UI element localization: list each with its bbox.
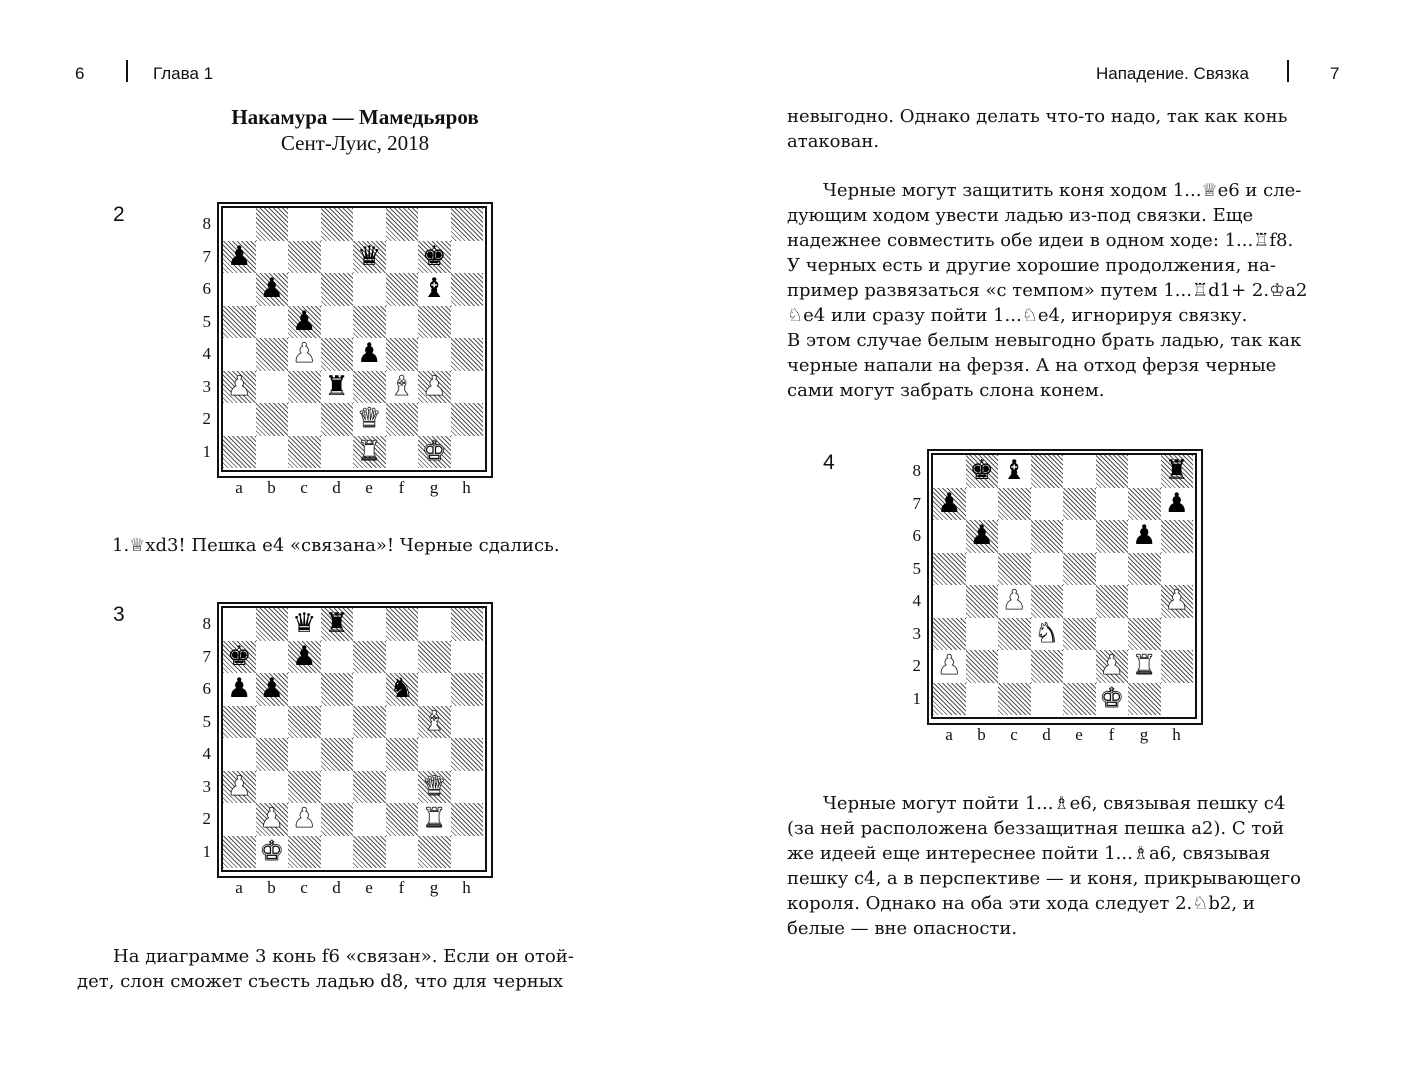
board-square xyxy=(386,241,419,274)
board-square xyxy=(288,836,321,869)
text-line: пешку c4, а в перспективе — и коня, прикрывающего xyxy=(787,868,1301,889)
board-square xyxy=(223,706,256,739)
board-square xyxy=(418,836,451,869)
diagram-2-number: 2 xyxy=(113,203,125,226)
black-pawn-icon: ♟ xyxy=(357,338,382,369)
left-page-number: 6 xyxy=(75,64,85,83)
white-pawn-icon: ♟ xyxy=(1164,585,1189,616)
file-label: h xyxy=(1172,725,1181,744)
board-square xyxy=(223,436,256,469)
board-square xyxy=(353,771,386,804)
board-square xyxy=(1096,455,1129,488)
paragraph-right-middle xyxy=(787,178,1341,403)
board-square xyxy=(256,771,289,804)
black-knight-icon: ♞ xyxy=(389,673,414,704)
paragraph-right-bottom xyxy=(787,791,1341,941)
board-square xyxy=(386,608,419,641)
board-square xyxy=(1128,683,1161,716)
file-label: d xyxy=(1042,725,1051,744)
board-square xyxy=(1128,455,1161,488)
board-square xyxy=(386,836,419,869)
rank-label: 2 xyxy=(202,809,211,828)
rank-label: 4 xyxy=(202,744,211,763)
board-square xyxy=(451,371,484,404)
board-square xyxy=(1096,553,1129,586)
board-square xyxy=(998,488,1031,521)
black-pawn-icon: ♟ xyxy=(227,240,252,272)
file-label: b xyxy=(267,478,276,497)
board-square xyxy=(386,771,419,804)
black-queen-icon: ♛ xyxy=(292,608,317,639)
left-header-divider xyxy=(126,60,128,82)
board-square xyxy=(353,608,386,641)
board-square xyxy=(1031,488,1064,521)
board-square xyxy=(321,706,354,739)
text-line: надежнее совместить обе идеи в одном ходе: 1...♖f8. xyxy=(787,230,1294,251)
board-square xyxy=(223,338,256,371)
board-square xyxy=(1128,585,1161,618)
board-square xyxy=(451,306,484,339)
board-square xyxy=(321,208,354,241)
board-square xyxy=(418,338,451,371)
black-pawn-icon: ♟ xyxy=(937,487,962,519)
paragraph-right-top xyxy=(787,104,1341,154)
text-line: У черных есть и другие хорошие продолжения, на- xyxy=(787,255,1276,276)
board-square xyxy=(256,403,289,436)
black-pawn-icon: ♟ xyxy=(259,273,284,304)
board-square xyxy=(418,673,451,706)
file-label: e xyxy=(1075,725,1083,744)
text-line: Черные могут пойти 1...♗e6, связывая пешку c4 xyxy=(823,793,1286,814)
board-square xyxy=(1128,553,1161,586)
board-square xyxy=(933,618,966,651)
rank-label: 1 xyxy=(202,841,211,861)
board-square xyxy=(353,641,386,674)
board-square xyxy=(933,683,966,716)
board-square xyxy=(321,436,354,469)
black-rook-icon: ♜ xyxy=(324,370,349,402)
chess-board-diagram-3 xyxy=(217,602,493,878)
board-square xyxy=(1063,683,1096,716)
board-square xyxy=(256,738,289,771)
black-pawn-icon: ♟ xyxy=(292,305,317,337)
text-line: черные напали на ферзя. А на отход ферзя черные xyxy=(787,355,1277,376)
board-square xyxy=(966,683,999,716)
black-pawn-icon: ♟ xyxy=(227,673,252,704)
board-square xyxy=(386,738,419,771)
text-line: дет, слон сможет съесть ладью d8, что для черных xyxy=(77,971,564,992)
file-label: h xyxy=(462,878,471,897)
board-square xyxy=(223,803,256,836)
board-square xyxy=(386,403,419,436)
black-pawn-icon: ♟ xyxy=(292,640,317,672)
board-square xyxy=(1096,585,1129,618)
board-square xyxy=(353,706,386,739)
board-square xyxy=(321,273,354,306)
board-square xyxy=(451,403,484,436)
board-square xyxy=(451,641,484,674)
file-label: f xyxy=(398,878,405,897)
board-square xyxy=(418,738,451,771)
white-pawn-icon: ♟ xyxy=(227,370,252,402)
board-square xyxy=(451,208,484,241)
right-header-divider xyxy=(1287,60,1289,82)
white-king-icon: ♚ xyxy=(259,835,284,867)
black-pawn-icon: ♟ xyxy=(1164,487,1189,519)
white-knight-icon: ♞ xyxy=(1034,617,1059,649)
board-square xyxy=(256,306,289,339)
chess-board-diagram-4 xyxy=(927,449,1203,725)
board-square xyxy=(998,650,1031,683)
white-king-icon: ♚ xyxy=(1099,682,1124,714)
board-square xyxy=(966,618,999,651)
board-square xyxy=(418,208,451,241)
text-line: пример развязаться «с темпом» путем 1...♖d1+ 2.♔a2 xyxy=(787,280,1308,301)
paragraph-after-diagram-3 xyxy=(77,944,630,994)
rank-label: 8 xyxy=(912,461,921,480)
white-pawn-icon: ♟ xyxy=(227,770,252,802)
text-line: короля. Однако на оба эти хода следует 2.♘b2, и xyxy=(787,893,1255,914)
board-square xyxy=(966,650,999,683)
board-square xyxy=(288,371,321,404)
board-square xyxy=(1063,520,1096,553)
board-square xyxy=(998,618,1031,651)
board-square xyxy=(1096,520,1129,553)
rank-label: 2 xyxy=(912,656,921,675)
file-label: c xyxy=(300,878,308,897)
board-square xyxy=(321,836,354,869)
file-label: a xyxy=(945,725,953,744)
board-square xyxy=(1031,553,1064,586)
board-square xyxy=(386,706,419,739)
white-pawn-icon: ♟ xyxy=(292,803,317,834)
board-square xyxy=(933,520,966,553)
board-square xyxy=(998,553,1031,586)
rank-label: 8 xyxy=(202,214,211,233)
diagram-3-number: 3 xyxy=(113,603,125,626)
board-square xyxy=(256,371,289,404)
rank-label: 6 xyxy=(912,526,921,545)
black-bishop-icon: ♝ xyxy=(1002,455,1027,486)
rank-label: 6 xyxy=(202,679,211,698)
text-line: дующим ходом увести ладью из-под связки. Еще xyxy=(787,205,1254,226)
rank-label: 3 xyxy=(912,623,921,643)
board-square xyxy=(321,338,354,371)
white-rook-icon: ♜ xyxy=(1132,650,1157,681)
rank-label: 3 xyxy=(202,376,211,396)
board-square xyxy=(223,208,256,241)
white-pawn-icon: ♟ xyxy=(937,650,962,681)
white-king-icon: ♚ xyxy=(422,435,447,467)
white-queen-icon: ♛ xyxy=(357,403,382,434)
board-square xyxy=(1063,618,1096,651)
rank-label: 4 xyxy=(202,344,211,363)
board-square xyxy=(288,673,321,706)
board-square xyxy=(353,738,386,771)
board-square xyxy=(933,553,966,586)
board-square xyxy=(256,641,289,674)
rank-label: 1 xyxy=(202,441,211,461)
board-square xyxy=(933,585,966,618)
rank-label: 2 xyxy=(202,409,211,428)
file-label: e xyxy=(365,478,373,497)
rank-label: 1 xyxy=(912,688,921,708)
board-square xyxy=(1063,585,1096,618)
board-square xyxy=(288,403,321,436)
board-square xyxy=(288,771,321,804)
game-players: Накамура — Мамедьяров xyxy=(231,105,479,129)
board-square xyxy=(966,553,999,586)
file-label: d xyxy=(332,478,341,497)
board-square xyxy=(451,803,484,836)
board-square xyxy=(1031,520,1064,553)
board-square xyxy=(451,241,484,274)
rank-label: 5 xyxy=(202,711,211,731)
board-square xyxy=(288,273,321,306)
black-king-icon: ♚ xyxy=(227,640,252,672)
board-square xyxy=(353,273,386,306)
board-square xyxy=(386,338,419,371)
black-rook-icon: ♜ xyxy=(324,608,349,639)
chess-board-diagram-2 xyxy=(217,202,493,478)
move-text-after-diagram-2: 1.♕xd3! Пешка e4 «связана»! Черные сдались. xyxy=(112,535,560,556)
diagram-4-number: 4 xyxy=(823,451,835,474)
board-square xyxy=(223,836,256,869)
board-square xyxy=(1031,585,1064,618)
rank-label: 8 xyxy=(202,614,211,633)
board-square xyxy=(321,306,354,339)
board-square xyxy=(256,208,289,241)
file-label: c xyxy=(1010,725,1018,744)
board-square xyxy=(223,273,256,306)
board-square xyxy=(1128,488,1161,521)
board-square xyxy=(1096,488,1129,521)
board-square xyxy=(353,673,386,706)
board-square xyxy=(223,306,256,339)
file-label: e xyxy=(365,878,373,897)
board-square xyxy=(1161,520,1194,553)
board-square xyxy=(966,585,999,618)
board-square xyxy=(418,608,451,641)
rank-label: 6 xyxy=(202,279,211,298)
right-page-number: 7 xyxy=(1330,64,1340,83)
board-square xyxy=(223,738,256,771)
board-square xyxy=(998,520,1031,553)
white-bishop-icon: ♝ xyxy=(389,370,414,402)
board-square xyxy=(353,803,386,836)
board-square xyxy=(1063,488,1096,521)
board-square xyxy=(321,241,354,274)
board-square xyxy=(1161,650,1194,683)
black-queen-icon: ♛ xyxy=(357,240,382,272)
board-square xyxy=(1031,455,1064,488)
text-line: На диаграмме 3 конь f6 «связан». Если он отой- xyxy=(113,946,574,967)
board-square xyxy=(386,803,419,836)
board-square xyxy=(386,306,419,339)
text-line: В этом случае белым невыгодно брать ладью, так как xyxy=(787,330,1302,351)
black-bishop-icon: ♝ xyxy=(422,273,447,304)
file-label: g xyxy=(429,878,439,897)
rank-label: 7 xyxy=(202,646,211,666)
white-pawn-icon: ♟ xyxy=(1002,585,1027,616)
board-square xyxy=(451,608,484,641)
text-line: (за ней расположена беззащитная пешка a2). С той xyxy=(787,818,1285,839)
white-queen-icon: ♛ xyxy=(422,770,447,802)
board-square xyxy=(321,771,354,804)
board-square xyxy=(451,673,484,706)
board-square xyxy=(451,436,484,469)
board-square xyxy=(288,436,321,469)
file-label: c xyxy=(300,478,308,497)
board-square xyxy=(386,436,419,469)
board-square xyxy=(256,338,289,371)
rank-label: 3 xyxy=(202,776,211,796)
board-square xyxy=(451,836,484,869)
file-label: a xyxy=(235,878,243,897)
board-square xyxy=(998,683,1031,716)
board-square xyxy=(451,338,484,371)
white-pawn-icon: ♟ xyxy=(422,370,447,402)
board-square xyxy=(966,488,999,521)
black-pawn-icon: ♟ xyxy=(259,673,284,704)
text-line: сами могут забрать слона конем. xyxy=(787,380,1105,401)
white-rook-icon: ♜ xyxy=(422,803,447,834)
board-square xyxy=(353,836,386,869)
board-square xyxy=(321,803,354,836)
text-line: Черные могут защитить коня ходом 1...♕e6 и сле- xyxy=(823,180,1302,201)
text-line: белые — вне опасности. xyxy=(787,918,1018,939)
board-square xyxy=(353,306,386,339)
board-square xyxy=(288,241,321,274)
board-square xyxy=(386,273,419,306)
board-square xyxy=(321,673,354,706)
board-square xyxy=(288,738,321,771)
white-pawn-icon: ♟ xyxy=(1099,650,1124,681)
board-square xyxy=(256,608,289,641)
board-square xyxy=(1161,683,1194,716)
board-square xyxy=(1031,683,1064,716)
file-label: d xyxy=(332,878,341,897)
board-square xyxy=(933,455,966,488)
left-chapter-title: Глава 1 xyxy=(153,64,214,83)
board-square xyxy=(256,706,289,739)
board-square xyxy=(1063,650,1096,683)
black-king-icon: ♚ xyxy=(969,455,994,486)
file-label: g xyxy=(1139,725,1149,744)
game-event: Сент-Луис, 2018 xyxy=(280,131,430,155)
rank-label: 7 xyxy=(912,493,921,513)
file-label: a xyxy=(235,478,243,497)
file-label: g xyxy=(429,478,439,497)
white-pawn-icon: ♟ xyxy=(259,803,284,834)
board-square xyxy=(418,403,451,436)
rank-label: 5 xyxy=(202,311,211,331)
right-section-title: Нападение. Связка xyxy=(1096,64,1249,83)
file-label: h xyxy=(462,478,471,497)
board-square xyxy=(451,706,484,739)
board-square xyxy=(1128,618,1161,651)
board-square xyxy=(451,771,484,804)
board-square xyxy=(288,706,321,739)
text-line: невыгодно. Однако делать что-то надо, так как конь xyxy=(787,106,1288,127)
board-square xyxy=(256,241,289,274)
board-square xyxy=(256,436,289,469)
board-square xyxy=(223,608,256,641)
rank-label: 5 xyxy=(912,558,921,578)
board-square xyxy=(353,208,386,241)
rank-label: 7 xyxy=(202,246,211,266)
file-label: b xyxy=(977,725,986,744)
board-square xyxy=(386,208,419,241)
board-square xyxy=(321,641,354,674)
white-pawn-icon: ♟ xyxy=(292,338,317,369)
board-square xyxy=(451,738,484,771)
file-label: f xyxy=(398,478,405,497)
board-square xyxy=(321,403,354,436)
text-line: ♘e4 или сразу пойти 1...♘e4, игнорируя связку. xyxy=(787,305,1248,326)
board-square xyxy=(386,641,419,674)
board-square xyxy=(1063,455,1096,488)
board-square xyxy=(288,208,321,241)
board-square xyxy=(1063,553,1096,586)
board-square xyxy=(1096,618,1129,651)
black-king-icon: ♚ xyxy=(422,240,447,272)
rank-label: 4 xyxy=(912,591,921,610)
board-square xyxy=(321,738,354,771)
text-line: атакован. xyxy=(787,131,880,152)
text-line: же идеей еще интереснее пойти 1...♗a6, связывая xyxy=(787,843,1271,864)
file-label: f xyxy=(1108,725,1115,744)
white-bishop-icon: ♝ xyxy=(422,705,447,737)
white-rook-icon: ♜ xyxy=(357,435,382,467)
board-square xyxy=(418,641,451,674)
board-square xyxy=(418,306,451,339)
board-square xyxy=(223,403,256,436)
board-square xyxy=(1161,618,1194,651)
board-square xyxy=(451,273,484,306)
black-pawn-icon: ♟ xyxy=(969,520,994,551)
board-square xyxy=(353,371,386,404)
file-label: b xyxy=(267,878,276,897)
board-square xyxy=(1161,553,1194,586)
black-pawn-icon: ♟ xyxy=(1132,520,1157,551)
black-rook-icon: ♜ xyxy=(1164,455,1189,486)
board-square xyxy=(1031,650,1064,683)
